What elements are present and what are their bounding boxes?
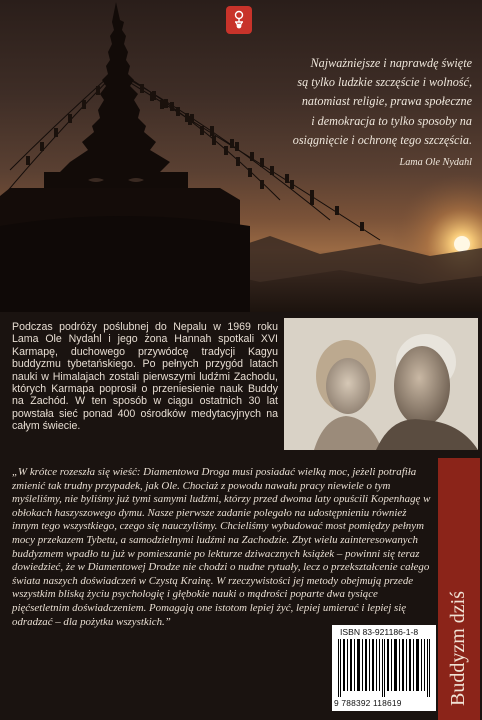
- barcode-number: 9 788392 118619: [334, 698, 402, 708]
- isbn-barcode-box: [332, 625, 436, 711]
- dharma-wheel-icon: [226, 6, 252, 34]
- epigraph-line: osiągnięcie i ochronę tego szczęścia.: [292, 132, 472, 147]
- epigraph-line: są tylko ludzkie szczęście i wolność,: [297, 75, 472, 90]
- epigraph-quote: [232, 54, 472, 170]
- author-portrait-photo: [284, 318, 478, 450]
- series-title: Buddyzm dziś: [447, 591, 469, 706]
- epigraph-attribution: Lama Ole Nydahl: [399, 157, 472, 169]
- epigraph-line: natomiast religie, prawa społeczne: [301, 94, 472, 109]
- isbn-label: ISBN 83-921186-1-8: [340, 627, 419, 637]
- epigraph-line: Najważniejsze i naprawdę święte: [310, 56, 472, 70]
- intro-paragraph: Podczas podróży poślubnej do Nepalu w 1969 roku Lama Ole Nydahl i jego żona Hannah spotkali XVI Karmapę, duchowego przywódcę tradycji Kagyu buddyzmu tybetańskiego. Po pełnych przygód latach nauki w Himalajach zostali pierwszymi ludźmi Zachodu, których Karmapa poprosił o przeniesienie nauk Buddy na Zachód. W ten sposób w ciągu ostatnich 30 lat powstała sieć ponad 400 ośrodków medytacyjnych na całym świecie.: [12, 321, 278, 433]
- epigraph-line: i demokracja to tylko sposoby na: [311, 113, 472, 128]
- main-quote-text: „W krótce rozeszła się wieść: Diamentowa Droga musi posiadać wielką moc, jeżeli potrafiła zmienić tak trudny przypadek, jak Ole. Chociaż z powodu nawału pracy niewiele o tym myśleliśmy, nie byliśmy już tymi samymi ludźmi, którzy przed dwoma laty opuścili Kopenhagę w obłokach haszyszowego dymu. Nasze pierwsze zadanie polegało na udostępnieniu również innym tego wszystkiego, czego się nauczyliśmy. Chcieliśmy wybudować most pomiędzy pełnym mocy przekazem Tybetu, a samodzielnymi ludźmi na Zachodzie. Zbyt wielu zainteresowanych buddyzmem wpadło tu już w pomieszanie po lekturze dziwacznych książek – powinni się teraz dowiedzieć, że w Diamentowej Drodze nie chodzi o nudne rytuały, lecz o przekształcenie całego świata naszych doświadczeń w Czystą Krainę. W rzeczywistości jej metody obejmują przede wszystkim bliską życiu psychologię i głębokie nauki o mądrości poparte dwa tysiące pięćsetletnim doświadczeniem. Pomagają one istotom lepiej żyć, lepiej umierać i lepiej się odradzać – dla pożytku wszystkich.”: [12, 466, 431, 628]
- barcode-icon: [336, 639, 432, 697]
- main-quote: [12, 466, 432, 629]
